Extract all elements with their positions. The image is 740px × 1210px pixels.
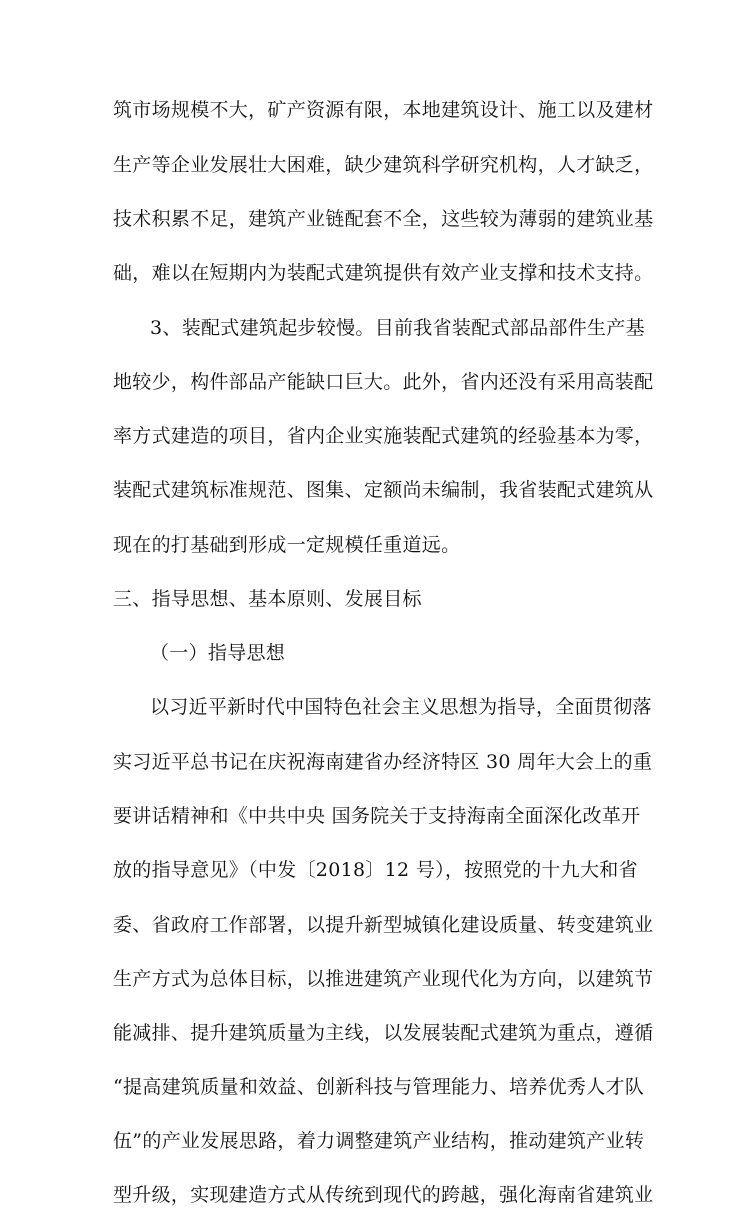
body-text-line: 要讲话精神和《中共中央 国务院关于支持海南全面深化改革开: [113, 805, 641, 827]
paragraph-start-line: 3、装配式建筑起步较慢。目前我省装配式部品部件生产基: [150, 317, 645, 339]
body-text-line: 生产等企业发展壮大困难，缺少建筑科学研究机构，人才缺乏，: [113, 154, 654, 176]
body-text-line: 技术积累不足，建筑产业链配套不全，这些较为薄弱的建筑业基: [113, 208, 654, 230]
section-heading: 三、指导思想、基本原则、发展目标: [113, 588, 422, 610]
body-text-line: 放的指导意见》（中发〔2018〕12 号），按照党的十九大和省: [113, 859, 638, 881]
body-text-line: 委、省政府工作部署，以提升新型城镇化建设质量、转变建筑业: [113, 914, 654, 936]
body-text-line: 地较少，构件部品产能缺口巨大。此外，省内还没有采用高装配: [113, 371, 654, 393]
subsection-heading: （一）指导思想: [150, 642, 286, 664]
body-text-line: “提高建筑质量和效益、创新科技与管理能力、培养优秀人才队: [113, 1076, 645, 1098]
body-text-line: 生产方式为总体目标，以推进建筑产业现代化为方向，以建筑节: [113, 968, 654, 990]
body-text-line: 率方式建造的项目，省内企业实施装配式建筑的经验基本为零，: [113, 425, 654, 447]
paragraph-start-line: 以习近平新时代中国特色社会主义思想为指导，全面贯彻落: [150, 696, 652, 718]
body-text-line: 现在的打基础到形成一定规模任重道远。: [113, 534, 461, 556]
body-text-line: 装配式建筑标准规范、图集、定额尚未编制，我省装配式建筑从: [113, 479, 654, 501]
body-text-line: 实习近平总书记在庆祝海南建省办经济特区 30 周年大会上的重: [113, 751, 653, 773]
body-text-line: 筑市场规模不大，矿产资源有限，本地建筑设计、施工以及建材: [113, 99, 654, 121]
body-text-line: 础，难以在短期内为装配式建筑提供有效产业支撑和技术支持。: [113, 262, 654, 284]
body-text-line: 型升级，实现建造方式从传统到现代的跨越，强化海南省建筑业: [113, 1184, 654, 1206]
body-text-line: 能减排、提升建筑质量为主线，以发展装配式建筑为重点，遵循: [113, 1022, 654, 1044]
body-text-line: 伍”的产业发展思路，着力调整建筑产业结构，推动建筑产业转: [113, 1130, 645, 1152]
